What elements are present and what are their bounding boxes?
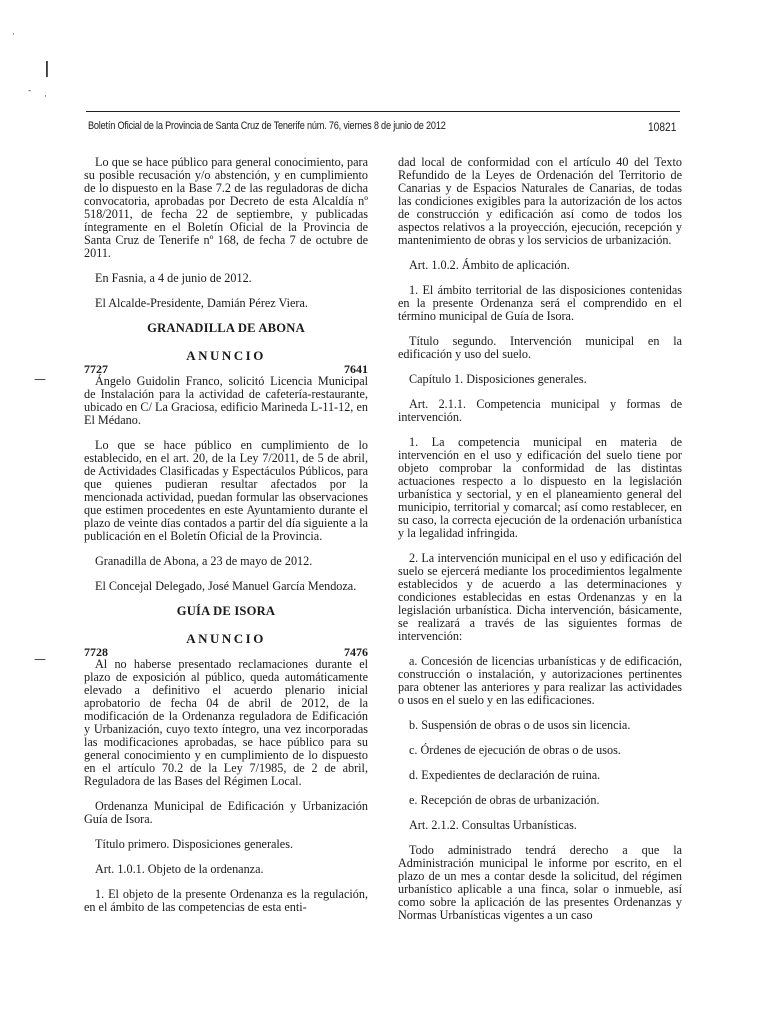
guia-anuncio: ANUNCIO [186,631,266,646]
scan-mark-top: | [44,58,50,77]
header-title: Boletín Oficial de la Provincia de Santa Cruz de Tenerife núm. 76, viernes 8 de junio de 2012 [88,120,446,132]
guia-title-1: Título primero. Disposiciones generales. [95,837,293,851]
fasnia-date: En Fasnia, a 4 de junio de 2012. [95,271,252,285]
guia-article-101: Art. 1.0.1. Objeto de la ordenanza. [95,862,264,876]
title-2: Título segundo. Intervención municipal en la edificación y uso del suelo. [398,334,682,361]
page-header [86,111,680,136]
granadilla-paragraph-2: Lo que se hace público en cumplimiento de lo establecido, en el art. 20, de la Ley 7/2011, de 5 de abril, de Actividades Clasificadas y Espectáculos Públicos, para que quienes pudieran resultar afectados por la mencionada actividad, puedan formular las observaciones que estimen procedentes en este Ayuntamiento durante el plazo de veinte días contados a partir del día siguiente a la publicación en el Boletín Oficial de la Provincia. [84,438,368,543]
right-paragraph-8: 2. La intervención municipal en el uso y edificación del suelo se ejercerá mediante los procedimientos legalmente establecidos y de acuerdo a las determinaciones y condiciones establecidas en estas Ordenanzas y en la legislación urbanística. Dicha intervención, básicamente, se realizará a través de las siguientes formas de intervención: [398,551,682,643]
granadilla-number-left: 7727 [84,362,108,376]
article-102: Art. 1.0.2. Ámbito de aplicación. [409,258,570,272]
list-item-c: c. Órdenes de ejecución de obras o de usos. [409,743,621,757]
list-item-e: e. Recepción de obras de urbanización. [409,793,600,807]
chapter-1: Capítulo 1. Disposiciones generales. [409,372,587,386]
left-column [84,156,368,914]
right-paragraph-7: 1. La competencia municipal en materia de intervención en el uso y edificación del suelo tiene por objeto comprobar la conformidad de las distintas actuaciones respecto a lo dispuesto en la legislación urbanística y sectorial, y en el planeamiento general del municipio, territorial y comarcal; así como restablecer, en su caso, la correcta ejecución de la ordenación urbanística y la legalidad infringida. [398,435,682,540]
list-item-a: a. Concesión de licencias urbanísticas y de edificación, construcción o instalación, y autorizaciones pertinentes para obtener las anteriores y para realizar las actividades o usos en el suelo y en las edificaciones. [398,654,682,707]
scan-mark-dash: - [28,86,32,96]
scan-mark-left-1: — [34,372,46,386]
right-column [398,156,682,922]
scan-mark-left-2: — [34,652,46,666]
fasnia-signature: El Alcalde-Presidente, Damián Pérez Viera. [95,296,308,310]
granadilla-number-right: 7641 [344,362,368,376]
guia-number-right: 7476 [344,645,368,659]
list-item-d: d. Expedientes de declaración de ruina. [409,768,601,782]
page-number: 10821 [647,120,676,134]
fasnia-paragraph-1: Lo que se hace público para general conocimiento, para su posible recusación y/o abstención, y en cumplimiento de lo dispuesto en la Base 7.2 de las reguladoras de dicha convocatoria, aprobadas por Decreto de esta Alcaldía nº 518/2011, de fecha 22 de septiembre, y publicadas íntegramente en el Boletín Oficial de la Provincia de Santa Cruz de Tenerife nº 168, de fecha 7 de octubre de 2011. [84,155,368,260]
guia-heading: GUÍA DE ISORA [176,604,276,618]
granadilla-signature: El Concejal Delegado, José Manuel García Mendoza. [95,579,357,593]
article-212: Art. 2.1.2. Consultas Urbanísticas. [409,818,577,832]
granadilla-anuncio: ANUNCIO [186,348,266,363]
granadilla-heading: GRANADILLA DE ABONA [147,321,305,335]
guia-number-left: 7728 [84,645,108,659]
right-paragraph-1: dad local de conformidad con el artículo 40 del Texto Refundido de la Leyes de Ordenación del Territorio de Canarias y de Espacios Naturales de Canarias, de todas las condiciones exigibles para la autorización de los actos de construcción y edificación así como de todos los aspectos relativos a la proyección, ejecución, recepción y mantenimiento de obras y los servicios de urbanización. [398,155,682,247]
right-paragraph-15: Todo administrado tendrá derecho a que la Administración municipal le informe por escrito, en el plazo de un mes a contar desde la solicitud, del régimen urbanístico aplicable a una finca, solar o inmueble, así como sobre la aplicación de las presentes Ordenanzas y Normas Urbanísticas vigentes a un caso [398,843,682,922]
right-paragraph-3: 1. El ámbito territorial de las disposiciones contenidas en la presente Ordenanza será el comprendido en el término municipal de Guía de Isora. [398,283,682,323]
scan-mark-dash-2: · [44,92,47,102]
guia-paragraph-1: Al no haberse presentado reclamaciones durante el plazo de exposición al público, queda automáticamente elevado a definitivo el acuerdo plenario inicial aprobatorio de fecha 04 de abril de 2012, de la modificación de la Ordenanza reguladora de Edificación y Urbanización, cuyo texto íntegro, una vez incorporadas las modificaciones aprobadas, se hace público para su general conocimiento y en cumplimiento de lo dispuesto en el artículo 70.2 de la Ley 7/1985, de 2 de abril, Reguladora de las Bases del Régimen Local. [84,657,368,788]
guia-paragraph-2: Ordenanza Municipal de Edificación y Urbanización Guía de Isora. [84,799,368,826]
granadilla-date: Granadilla de Abona, a 23 de mayo de 2012. [95,554,313,568]
granadilla-paragraph-1: Ángelo Guidolin Franco, solicitó Licencia Municipal de Instalación para la actividad de cafetería-restaurante, ubicado en C/ La Graciosa, edificio Marineda L-11-12, en El Médano. [84,374,368,427]
article-211: Art. 2.1.1. Competencia municipal y formas de intervención. [398,397,682,424]
scan-mark-dot: · [12,30,15,40]
guia-paragraph-5: 1. El objeto de la presente Ordenanza es la regulación, en el ámbito de las competencias de esta enti- [84,887,368,914]
list-item-b: b. Suspensión de obras o de usos sin licencia. [409,718,631,732]
